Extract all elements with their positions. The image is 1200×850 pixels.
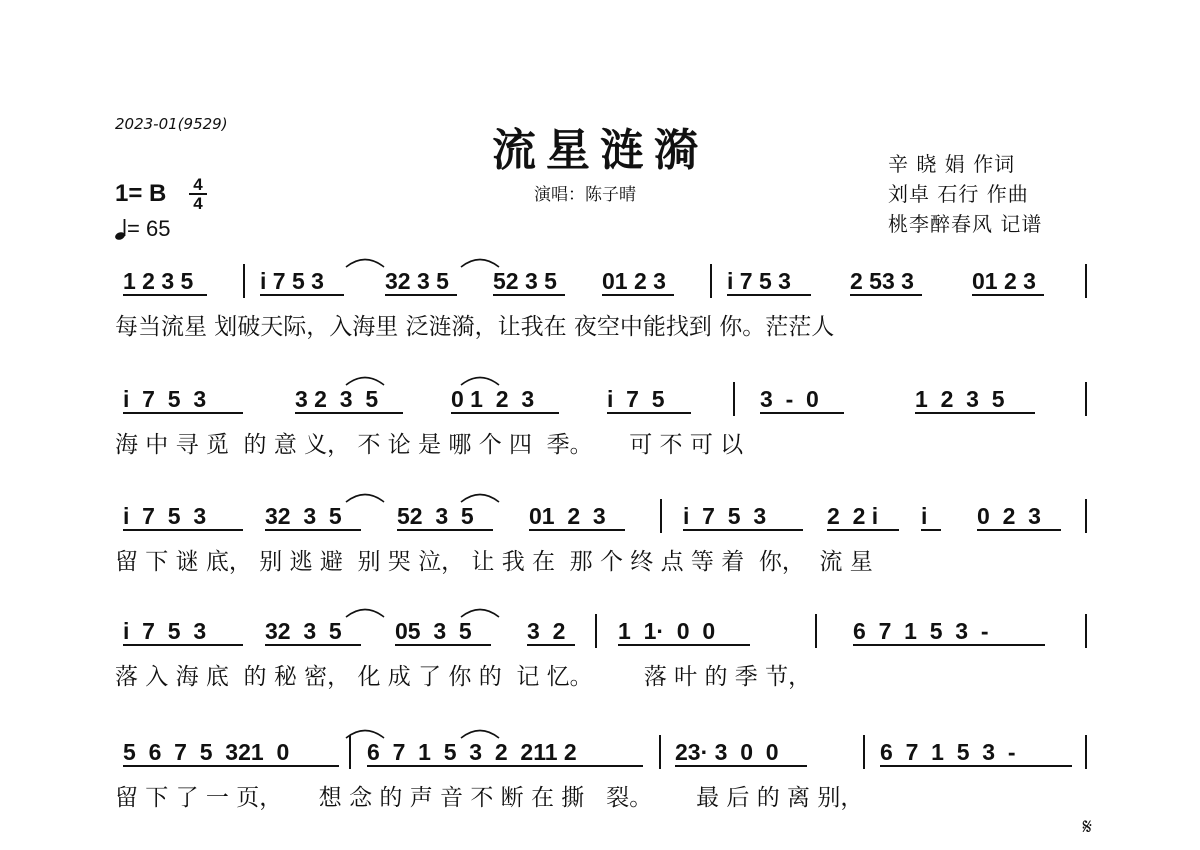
beam-line (527, 644, 575, 646)
beam-line (727, 294, 811, 296)
beam-line (123, 294, 207, 296)
score-system (115, 497, 1095, 577)
note-group: 32 3 5 (265, 503, 342, 529)
slur (345, 254, 385, 268)
time-sig-denominator: 4 (193, 194, 203, 213)
beam-line (367, 765, 643, 767)
bar-line (659, 735, 661, 769)
slur (460, 604, 500, 618)
bar-line (710, 264, 712, 298)
composer-credit: 刘卓 石行 作曲 (888, 182, 1029, 206)
bar-line (1085, 264, 1087, 298)
note-group: 3 2 (527, 618, 566, 644)
beam-line (977, 529, 1061, 531)
note-group: 6 7 1 5 3 - (880, 739, 1016, 765)
bar-line (1085, 735, 1087, 769)
score-system (115, 380, 1095, 460)
beam-line (265, 529, 361, 531)
bar-line (733, 382, 735, 416)
document-id: 2023-01(9529) (115, 115, 228, 133)
beam-line (529, 529, 625, 531)
note-group: 0 1 2 3 (451, 386, 535, 412)
bar-line (863, 735, 865, 769)
beam-line (385, 294, 457, 296)
note-group: i 7 5 3 (123, 618, 207, 644)
note-group: 2 2 i (827, 503, 879, 529)
note-group: 32 3 5 (385, 268, 449, 294)
tempo-value: = 65 (127, 216, 171, 241)
beam-line (850, 294, 922, 296)
note-group: i (921, 503, 928, 529)
note-group: i 7 5 3 (123, 386, 207, 412)
bar-line (1085, 614, 1087, 648)
note-group: i 7 5 3 (727, 268, 791, 294)
tempo-marking (115, 216, 170, 242)
lyrics-row: 每当流星 划破天际，入海里 泛涟漪，让我在 夜空中能找到 你。茫茫人 (115, 314, 835, 340)
song-title: 流星涟漪 (492, 125, 708, 176)
slur (345, 372, 385, 386)
beam-line (760, 412, 844, 414)
note-group: 32 3 5 (265, 618, 342, 644)
notation-row (115, 612, 1095, 656)
beam-line (853, 644, 1045, 646)
beam-line (602, 294, 674, 296)
slur (460, 254, 500, 268)
notation-row (115, 733, 1095, 777)
bar-line (1085, 499, 1087, 533)
note-group: 52 3 5 (493, 268, 557, 294)
notation-row (115, 262, 1095, 306)
bar-line (595, 614, 597, 648)
note-group: 2 53 3 (850, 268, 914, 294)
note-group: 1 1· 0 0 (618, 618, 716, 644)
notation-row (115, 380, 1095, 424)
beam-line (675, 765, 807, 767)
beam-line (827, 529, 899, 531)
beam-line (295, 412, 403, 414)
beam-line (618, 644, 750, 646)
note-group: 52 3 5 (397, 503, 474, 529)
transcriber-credit: 桃李醉春风 记谱 (888, 212, 1043, 236)
note-group: 01 2 3 (602, 268, 666, 294)
note-group: i 7 5 3 (260, 268, 324, 294)
beam-line (395, 644, 491, 646)
note-group: 3 2 3 5 (295, 386, 379, 412)
note-group: i 7 5 (607, 386, 665, 412)
key-signature: 1= B (115, 180, 167, 207)
bar-line (243, 264, 245, 298)
bar-line (1085, 382, 1087, 416)
note-group: 6 7 1 5 3 - (853, 618, 989, 644)
slur (460, 489, 500, 503)
note-group: 5 6 7 5 321 0 (123, 739, 290, 765)
slur (460, 725, 500, 739)
beam-line (123, 644, 243, 646)
beam-line (880, 765, 1072, 767)
slur (345, 725, 385, 739)
lyrics-row: 落 入 海 底 的 秘 密， 化 成 了 你 的 记 忆。 落 叶 的 季 节， (115, 664, 812, 690)
note-group: 6 7 1 5 3 2 211 2 (367, 739, 577, 765)
beam-line (972, 294, 1044, 296)
beam-line (921, 529, 941, 531)
quarter-note-icon (115, 218, 127, 240)
beam-line (123, 765, 339, 767)
beam-line (123, 529, 243, 531)
lyrics-row: 留 下 谜 底， 别 逃 避 别 哭 泣， 让 我 在 那 个 终 点 等 着 你， 流 星 (115, 549, 873, 575)
note-group: 01 2 3 (529, 503, 606, 529)
singer-credit: 演唱：陈子晴 (534, 185, 636, 205)
beam-line (915, 412, 1035, 414)
slur (345, 604, 385, 618)
score-system (115, 733, 1095, 813)
score-system (115, 612, 1095, 692)
beam-line (493, 294, 565, 296)
beam-line (123, 412, 243, 414)
lyrics-row: 留 下 了 一 页， 想 念 的 声 音 不 断 在 撕 裂。 最 后 的 离 别， (115, 785, 864, 811)
note-group: 01 2 3 (972, 268, 1036, 294)
note-group: 1 2 3 5 (915, 386, 1005, 412)
note-group: 0 2 3 (977, 503, 1041, 529)
lyricist-credit: 辛 晓 娟 作词 (888, 152, 1016, 176)
beam-line (683, 529, 803, 531)
beam-line (607, 412, 691, 414)
lyrics-row: 海 中 寻 觅 的 意 义， 不 论 是 哪 个 四 季。 可 不 可 以 (115, 432, 744, 458)
note-group: 23· 3 0 0 (675, 739, 779, 765)
beam-line (260, 294, 344, 296)
time-signature (189, 176, 207, 212)
note-group: i 7 5 3 (123, 503, 207, 529)
note-group: 3 - 0 (760, 386, 819, 412)
score-system (115, 262, 1095, 342)
beam-line (397, 529, 493, 531)
bar-line (660, 499, 662, 533)
notation-row (115, 497, 1095, 541)
note-group: 1 2 3 5 (123, 268, 194, 294)
time-sig-numerator: 4 (189, 176, 207, 195)
bar-line (815, 614, 817, 648)
note-group: 05 3 5 (395, 618, 472, 644)
slur (345, 489, 385, 503)
beam-line (265, 644, 361, 646)
segno-icon: 𝄋 (1082, 815, 1092, 840)
note-group: i 7 5 3 (683, 503, 767, 529)
slur (460, 372, 500, 386)
bar-line (349, 735, 351, 769)
beam-line (451, 412, 559, 414)
